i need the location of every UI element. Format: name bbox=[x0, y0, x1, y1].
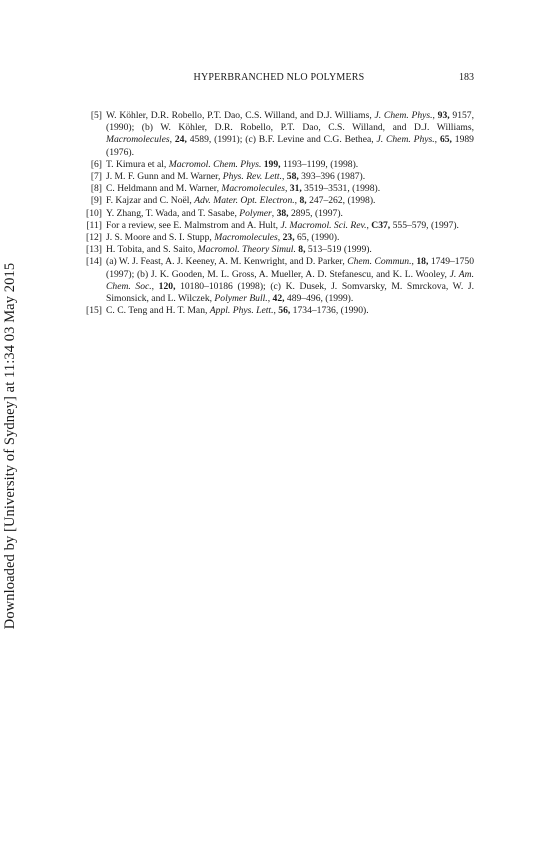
reference-fragment: , bbox=[277, 232, 283, 244]
volume-number: C37, bbox=[371, 219, 391, 231]
reference-fragment: , bbox=[271, 207, 277, 219]
reference-fragment: 1193–1199, (1998). bbox=[280, 158, 359, 170]
reference-fragment: C. Heldmann and M. Warner, bbox=[106, 183, 222, 195]
reference-fragment: , bbox=[432, 110, 438, 121]
journal-name: Appl. Phys. Lett. bbox=[209, 305, 274, 317]
volume-number: 93, bbox=[437, 110, 450, 121]
reference-text bbox=[106, 244, 372, 255]
reference-fragment: , bbox=[169, 134, 175, 146]
reference-fragment: J. S. Moore and S. I. Stupp, bbox=[106, 232, 215, 244]
journal-name: Chem. Commun. bbox=[347, 256, 412, 268]
reference-item bbox=[84, 159, 474, 171]
reference-fragment: 1749–1750 (1997); (b) J. K. Gooden, M. L. Gross, A. Mueller, A. D. Stefanescu, and K. L. Wooley, bbox=[106, 256, 474, 280]
reference-fragment: , bbox=[273, 305, 279, 317]
reference-fragment: 4589, (1991); (c) B.F. Levine and C.G. Bethea, bbox=[186, 134, 377, 146]
volume-number: 65, bbox=[439, 134, 452, 146]
reference-number: [13] bbox=[86, 244, 102, 256]
volume-number: 23, bbox=[282, 232, 295, 244]
reference-fragment: 489–496, (1999). bbox=[284, 293, 354, 305]
reference-text bbox=[106, 256, 474, 304]
journal-name: Macromolecules bbox=[106, 134, 170, 146]
reference-fragment: 513–519 (1999). bbox=[305, 244, 372, 256]
reference-text bbox=[106, 159, 358, 170]
journal-name: Phys. Rev. Lett. bbox=[222, 171, 282, 183]
reference-fragment: , bbox=[294, 195, 300, 207]
reference-fragment: , bbox=[284, 183, 290, 195]
reference-fragment: For a review, see E. Malmstrom and A. Hult, bbox=[106, 219, 281, 231]
volume-number: 38, bbox=[276, 207, 289, 219]
reference-fragment: , bbox=[281, 171, 287, 183]
reference-text bbox=[106, 208, 343, 219]
reference-fragment: 65, (1990). bbox=[294, 232, 340, 244]
reference-number: [8] bbox=[90, 183, 102, 195]
volume-number: 8, bbox=[298, 244, 306, 256]
reference-fragment: W. Köhler, D.R. Robello, P.T. Dao, C.S. Willand, and D.J. Williams, bbox=[106, 110, 375, 121]
reference-fragment: 2895, (1997). bbox=[288, 207, 343, 219]
reference-number: [11] bbox=[86, 219, 102, 231]
reference-text bbox=[106, 110, 474, 158]
page-number: 183 bbox=[459, 72, 474, 83]
reference-number: [10] bbox=[86, 207, 102, 219]
volume-number: 120, bbox=[158, 280, 176, 292]
reference-list bbox=[84, 110, 474, 317]
journal-name: J. Chem. Phys. bbox=[376, 134, 435, 146]
reference-fragment: , bbox=[434, 134, 440, 146]
reference-text bbox=[106, 220, 459, 231]
reference-fragment: 3519–3531, (1998). bbox=[301, 183, 381, 195]
reference-item bbox=[84, 256, 474, 305]
reference-item bbox=[84, 171, 474, 183]
journal-name: Macromol. Theory Simul. bbox=[197, 244, 296, 256]
journal-name: J. Am. Chem. Soc. bbox=[106, 268, 474, 292]
reference-fragment: 1989 (1976). bbox=[106, 134, 474, 158]
journal-name: Macromolecules bbox=[221, 183, 285, 195]
reference-fragment: (a) W. J. Feast, A. J. Keeney, A. M. Kenwright, and D. Parker, bbox=[106, 256, 348, 268]
volume-number: 31, bbox=[289, 183, 302, 195]
reference-fragment: H. Tobita, and S. Saito, bbox=[106, 244, 198, 256]
journal-name: J. Chem. Phys. bbox=[374, 110, 433, 121]
reference-number: [12] bbox=[86, 232, 102, 244]
reference-fragment: , bbox=[366, 219, 372, 231]
reference-fragment: , bbox=[267, 293, 273, 305]
reference-text bbox=[106, 195, 375, 206]
volume-number: 199, bbox=[263, 158, 281, 170]
reference-fragment: J. M. F. Gunn and M. Warner, bbox=[106, 171, 223, 183]
reference-number: [6] bbox=[90, 158, 102, 170]
reference-fragment: T. Kimura et al, bbox=[106, 158, 169, 170]
reference-fragment: 393–396 (1987). bbox=[298, 171, 366, 183]
reference-item bbox=[84, 110, 474, 159]
reference-item bbox=[84, 183, 474, 195]
reference-fragment: 555–579, (1997). bbox=[390, 219, 459, 231]
reference-text bbox=[106, 232, 339, 243]
reference-fragment: Y. Zhang, T. Wada, and T. Sasabe, bbox=[106, 207, 240, 219]
reference-number: [7] bbox=[90, 171, 102, 183]
reference-fragment: 10180–10186 (1998); (c) K. Dusek, J. Somvarsky, M. Smrckova, W. J. Simonsick, and L. Wilczek, bbox=[106, 280, 474, 305]
journal-name: J. Macromol. Sci. Rev. bbox=[280, 219, 367, 231]
reference-item bbox=[84, 244, 474, 256]
journal-name: Macromolecules bbox=[214, 232, 278, 244]
reference-fragment: , bbox=[411, 256, 417, 268]
reference-fragment: F. Kajzar and C. Noël, bbox=[106, 195, 195, 207]
reference-number: [15] bbox=[86, 305, 102, 317]
reference-fragment: , bbox=[151, 280, 159, 292]
running-title: HYPERBRANCHED NLO POLYMERS bbox=[193, 72, 365, 83]
running-header bbox=[84, 72, 474, 86]
volume-number: 42, bbox=[272, 293, 285, 305]
reference-text bbox=[106, 171, 365, 182]
reference-item bbox=[84, 195, 474, 207]
volume-number: 18, bbox=[416, 256, 429, 268]
reference-number: [9] bbox=[90, 195, 102, 207]
download-watermark-text: Downloaded by [University of Sydney] at 11:34 03 May 2015 bbox=[2, 262, 18, 630]
reference-item bbox=[84, 208, 474, 220]
reference-item bbox=[84, 220, 474, 232]
reference-fragment: C. C. Teng and H. T. Man, bbox=[106, 305, 210, 317]
journal-name: Adv. Mater. Opt. Electron. bbox=[194, 195, 295, 207]
journal-name: Polymer Bull. bbox=[214, 293, 268, 305]
reference-fragment: 247–262, (1998). bbox=[306, 195, 376, 207]
reference-fragment: 9157, (1990); (b) W. Köhler, D.R. Robello, P.T. Dao, C.S. Willand, and D.J. Williams, bbox=[106, 110, 475, 134]
volume-number: 8, bbox=[299, 195, 307, 207]
reference-fragment: 1734–1736, (1990). bbox=[290, 305, 369, 317]
reference-number: [14] bbox=[86, 256, 102, 268]
journal-name: Polymer bbox=[239, 207, 272, 219]
reference-text bbox=[106, 305, 369, 316]
reference-text bbox=[106, 183, 380, 194]
reference-number: [5] bbox=[90, 110, 102, 121]
volume-number: 24, bbox=[174, 134, 187, 146]
reference-item bbox=[84, 305, 474, 317]
reference-item bbox=[84, 232, 474, 244]
journal-name: Macromol. Chem. Phys. bbox=[168, 158, 262, 170]
volume-number: 58, bbox=[286, 171, 299, 183]
volume-number: 56, bbox=[278, 305, 291, 317]
